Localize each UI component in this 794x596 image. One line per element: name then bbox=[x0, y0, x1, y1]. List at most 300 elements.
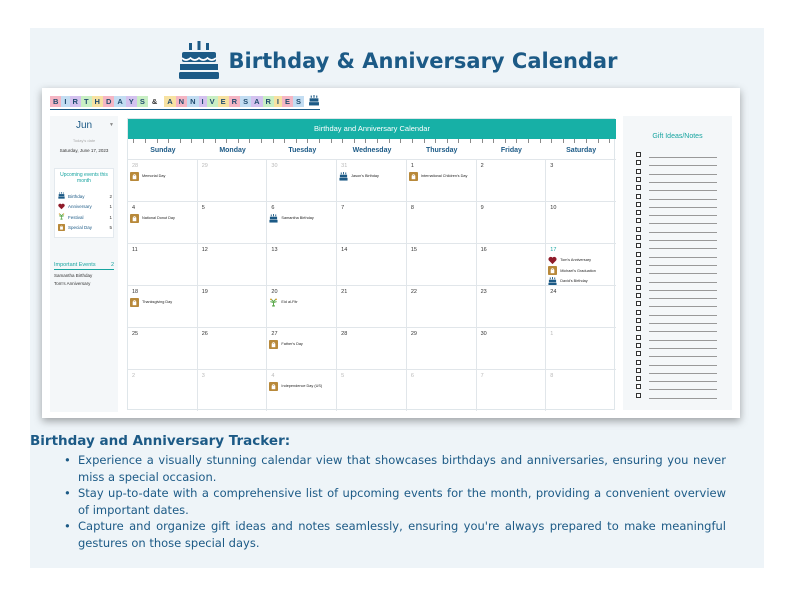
gift-note-line[interactable] bbox=[649, 282, 717, 283]
binder-ring bbox=[215, 139, 216, 143]
event-label: Jason's Birthday bbox=[351, 174, 379, 178]
day-number: 24 bbox=[550, 289, 557, 295]
gift-note-row[interactable] bbox=[636, 359, 718, 367]
day-cell[interactable] bbox=[198, 201, 268, 243]
event-label: Independence Day (US) bbox=[281, 384, 323, 388]
day-number: 7 bbox=[480, 373, 484, 379]
upcoming-label: Festival bbox=[68, 214, 84, 220]
day-cell[interactable] bbox=[407, 327, 477, 369]
upcoming-label: Anniversary bbox=[68, 204, 92, 209]
gift-note-line[interactable] bbox=[649, 273, 717, 274]
gift-note-row[interactable] bbox=[636, 217, 718, 225]
weekday-header: Wednesday bbox=[352, 147, 392, 154]
gift-note-line[interactable] bbox=[649, 348, 717, 349]
calendar-event[interactable] bbox=[269, 213, 313, 223]
gift-checkbox[interactable] bbox=[636, 343, 641, 348]
gift-checkbox[interactable] bbox=[636, 393, 641, 398]
day-number: 28 bbox=[132, 163, 139, 169]
feature-bullet: • Stay up-to-date with a comprehensive list of upcoming events for the month, providing a convenient overview of important dates. bbox=[64, 485, 726, 518]
binder-ring bbox=[493, 139, 494, 143]
heart-icon bbox=[58, 203, 65, 211]
upcoming-count: 1 bbox=[109, 214, 112, 220]
weekday-header: Monday bbox=[219, 147, 246, 154]
day-cell[interactable] bbox=[546, 327, 616, 369]
day-cell[interactable] bbox=[407, 285, 477, 327]
day-number: 31 bbox=[341, 163, 348, 169]
heart-icon bbox=[548, 256, 557, 265]
calendar-event[interactable] bbox=[339, 171, 379, 181]
upcoming-count: 2 bbox=[109, 193, 112, 199]
gift-note-row[interactable] bbox=[636, 309, 718, 317]
gift-note-line[interactable] bbox=[649, 389, 717, 390]
day-number: 14 bbox=[341, 247, 348, 253]
day-number: 2 bbox=[480, 163, 484, 169]
gift-note-line[interactable] bbox=[649, 356, 717, 357]
day-number: 12 bbox=[201, 247, 208, 253]
gift-checkbox[interactable] bbox=[636, 326, 641, 331]
day-number: 3 bbox=[550, 163, 554, 169]
gift-checkbox[interactable] bbox=[636, 351, 641, 356]
gift-note-line[interactable] bbox=[649, 373, 717, 374]
day-cell[interactable] bbox=[267, 285, 337, 327]
cake-icon bbox=[339, 172, 348, 181]
binder-ring bbox=[296, 139, 297, 143]
gift-note-row[interactable] bbox=[636, 201, 718, 209]
binder-ring bbox=[586, 139, 587, 143]
day-number: 25 bbox=[132, 331, 139, 337]
day-cell[interactable] bbox=[267, 201, 337, 243]
gift-note-row[interactable] bbox=[636, 375, 718, 383]
day-cell[interactable] bbox=[477, 327, 547, 369]
gift-icon bbox=[269, 340, 278, 349]
binder-ring bbox=[157, 139, 158, 143]
gift-checkbox[interactable] bbox=[636, 360, 641, 365]
today-label: Today's date bbox=[72, 138, 96, 143]
gift-checkbox[interactable] bbox=[636, 177, 641, 182]
spreadsheet-preview bbox=[42, 88, 740, 418]
gift-checkbox[interactable] bbox=[636, 185, 641, 190]
gift-note-line[interactable] bbox=[649, 240, 717, 241]
day-cell[interactable] bbox=[337, 243, 407, 285]
gift-checkbox[interactable] bbox=[636, 160, 641, 165]
binder-ring bbox=[540, 139, 541, 143]
gift-icon bbox=[548, 266, 557, 275]
day-cell[interactable] bbox=[477, 201, 547, 243]
day-cell[interactable] bbox=[337, 159, 407, 201]
upcoming-events-panel bbox=[54, 168, 114, 238]
gift-note-row[interactable] bbox=[636, 209, 718, 217]
day-number: 29 bbox=[201, 163, 208, 169]
upcoming-label: Special Day bbox=[68, 225, 93, 230]
gift-checkbox[interactable] bbox=[636, 376, 641, 381]
day-cell[interactable] bbox=[128, 159, 198, 201]
gift-note-row[interactable] bbox=[636, 292, 718, 300]
gift-checkbox[interactable] bbox=[636, 202, 641, 207]
day-number: 5 bbox=[341, 373, 345, 379]
upcoming-item-birthday bbox=[58, 191, 112, 201]
binder-ring bbox=[598, 139, 599, 143]
gift-note-row[interactable] bbox=[636, 226, 718, 234]
gift-icon bbox=[409, 172, 418, 181]
gift-checkbox[interactable] bbox=[636, 243, 641, 248]
day-cell[interactable] bbox=[546, 369, 616, 411]
upcoming-title: Upcoming events this month bbox=[60, 172, 108, 184]
gift-note-line[interactable] bbox=[649, 157, 717, 158]
day-cell[interactable] bbox=[337, 369, 407, 411]
gift-note-row[interactable] bbox=[636, 159, 718, 167]
gift-note-line[interactable] bbox=[649, 207, 717, 208]
day-number: 21 bbox=[341, 289, 348, 295]
festival-icon bbox=[269, 298, 278, 307]
day-number: 8 bbox=[550, 373, 554, 379]
gift-checkbox[interactable] bbox=[636, 210, 641, 215]
important-event[interactable]: Tom's Anniversary bbox=[54, 281, 91, 286]
gift-icon bbox=[269, 382, 278, 391]
day-number: 28 bbox=[341, 331, 348, 337]
important-title: Important Events bbox=[54, 262, 96, 268]
gift-note-row[interactable] bbox=[636, 193, 718, 201]
gift-checkbox[interactable] bbox=[636, 277, 641, 282]
cake-icon bbox=[308, 95, 320, 108]
calendar-event[interactable] bbox=[269, 297, 297, 307]
hero-title: Birthday & Anniversary Calendar bbox=[228, 49, 618, 73]
binder-ring bbox=[516, 139, 517, 143]
gift-ideas-panel bbox=[623, 116, 732, 410]
gift-note-row[interactable] bbox=[636, 176, 718, 184]
gift-checkbox[interactable] bbox=[636, 194, 641, 199]
gift-note-row[interactable] bbox=[636, 317, 718, 325]
day-cell[interactable] bbox=[337, 327, 407, 369]
day-cell[interactable] bbox=[198, 285, 268, 327]
day-cell[interactable] bbox=[407, 369, 477, 411]
gift-note-line[interactable] bbox=[649, 182, 717, 183]
gift-note-line[interactable] bbox=[649, 165, 717, 166]
gift-note-row[interactable] bbox=[636, 325, 718, 333]
binder-ring bbox=[574, 139, 575, 143]
day-cell[interactable] bbox=[267, 159, 337, 201]
binder-ring bbox=[342, 139, 343, 143]
gift-note-row[interactable] bbox=[636, 350, 718, 358]
gift-checkbox[interactable] bbox=[636, 301, 641, 306]
day-number: 1 bbox=[410, 163, 414, 169]
weekday-header: Tuesday bbox=[288, 147, 317, 154]
day-number: 26 bbox=[201, 331, 208, 337]
day-number: 30 bbox=[480, 331, 487, 337]
gift-icon bbox=[130, 172, 139, 181]
day-number: 29 bbox=[410, 331, 417, 337]
binder-ring bbox=[284, 139, 285, 143]
calendar-event[interactable] bbox=[130, 297, 172, 307]
gift-note-line[interactable] bbox=[649, 248, 717, 249]
calendar-event[interactable] bbox=[130, 213, 175, 223]
gift-checkbox[interactable] bbox=[636, 152, 641, 157]
gift-note-line[interactable] bbox=[649, 340, 717, 341]
gift-note-row[interactable] bbox=[636, 342, 718, 350]
day-cell[interactable] bbox=[267, 369, 337, 411]
gift-note-row[interactable] bbox=[636, 284, 718, 292]
binder-ring bbox=[412, 139, 413, 143]
gift-note-row[interactable] bbox=[636, 242, 718, 250]
upcoming-item-festival bbox=[58, 212, 112, 222]
day-number: 10 bbox=[550, 205, 557, 211]
event-label: Memorial Day bbox=[142, 174, 166, 178]
gift-note-row[interactable] bbox=[636, 251, 718, 259]
brand-word: B I R T H D A Y S bbox=[50, 97, 148, 106]
binder-ring bbox=[482, 139, 483, 143]
upcoming-label: Birthday bbox=[68, 193, 85, 199]
festival-icon bbox=[58, 213, 65, 221]
gift-checkbox[interactable] bbox=[636, 169, 641, 174]
day-cell[interactable] bbox=[128, 243, 198, 285]
gift-note-line[interactable] bbox=[649, 257, 717, 258]
binder-ring bbox=[273, 139, 274, 143]
day-cell[interactable] bbox=[337, 285, 407, 327]
upcoming-item-anniversary bbox=[58, 202, 112, 212]
day-number: 9 bbox=[480, 205, 484, 211]
binder-ring bbox=[609, 139, 610, 143]
day-number: 19 bbox=[201, 289, 208, 295]
gift-icon bbox=[130, 214, 139, 223]
day-cell[interactable] bbox=[128, 369, 198, 411]
gift-note-line[interactable] bbox=[649, 315, 717, 316]
calendar-event[interactable] bbox=[130, 171, 165, 181]
gift-note-row[interactable] bbox=[636, 383, 718, 391]
gift-icon bbox=[58, 224, 65, 232]
binder-ring bbox=[447, 139, 448, 143]
calendar-event[interactable] bbox=[409, 171, 468, 181]
gift-note-row[interactable] bbox=[636, 392, 718, 400]
gift-note-line[interactable] bbox=[649, 215, 717, 216]
gift-icon bbox=[130, 298, 139, 307]
gift-note-row[interactable] bbox=[636, 367, 718, 375]
binder-ring bbox=[377, 139, 378, 143]
binder-ring bbox=[249, 139, 250, 143]
day-number: 23 bbox=[480, 289, 487, 295]
weekday-header: Friday bbox=[500, 147, 522, 154]
chevron-down-icon[interactable]: ▼ bbox=[109, 122, 114, 128]
gift-note-row[interactable] bbox=[636, 267, 718, 275]
binder-ring bbox=[226, 139, 227, 143]
gift-note-row[interactable] bbox=[636, 151, 718, 159]
gift-note-line[interactable] bbox=[649, 298, 717, 299]
day-cell[interactable] bbox=[407, 159, 477, 201]
gift-note-line[interactable] bbox=[649, 232, 717, 233]
tracker-title: Birthday and Anniversary Tracker: bbox=[30, 433, 291, 449]
day-number: 4 bbox=[132, 205, 136, 211]
gift-checkbox[interactable] bbox=[636, 293, 641, 298]
event-label: Tom's Anniversary bbox=[560, 258, 591, 262]
gift-checkbox[interactable] bbox=[636, 335, 641, 340]
binder-ring bbox=[435, 139, 436, 143]
binder-ring bbox=[400, 139, 401, 143]
gift-checkbox[interactable] bbox=[636, 218, 641, 223]
binder-ring bbox=[307, 139, 308, 143]
gifts-title: Gift Ideas/Notes bbox=[652, 133, 703, 140]
brand-word: A N N I V E R S A R I E S bbox=[164, 97, 304, 106]
gift-checkbox[interactable] bbox=[636, 285, 641, 290]
month-selector[interactable]: Jun bbox=[75, 120, 93, 131]
weekday-header: Thursday bbox=[425, 147, 458, 154]
gift-note-line[interactable] bbox=[649, 190, 717, 191]
upcoming-item-special-day bbox=[58, 223, 112, 233]
binder-ring bbox=[424, 139, 425, 143]
binder-ring bbox=[168, 139, 169, 143]
day-cell[interactable] bbox=[546, 285, 616, 327]
gift-note-line[interactable] bbox=[649, 398, 717, 399]
event-label: National Donut Day bbox=[142, 216, 175, 220]
day-number: 4 bbox=[271, 373, 275, 379]
day-cell[interactable] bbox=[128, 285, 198, 327]
day-cell[interactable] bbox=[477, 159, 547, 201]
calendar-event[interactable] bbox=[269, 339, 302, 349]
day-cell[interactable] bbox=[128, 327, 198, 369]
gift-note-line[interactable] bbox=[649, 323, 717, 324]
event-label: Father's Day bbox=[281, 342, 303, 346]
weekday-header: Saturday bbox=[566, 147, 597, 154]
day-number: 16 bbox=[480, 247, 487, 253]
gift-note-row[interactable] bbox=[636, 234, 718, 242]
cake-icon bbox=[58, 192, 65, 200]
feature-bullets bbox=[64, 452, 726, 551]
gift-note-line[interactable] bbox=[649, 265, 717, 266]
gift-note-line[interactable] bbox=[649, 331, 717, 332]
gift-note-row[interactable] bbox=[636, 334, 718, 342]
event-label: Michael's Graduation bbox=[560, 268, 596, 273]
gift-checkbox[interactable] bbox=[636, 310, 641, 315]
gift-checkbox[interactable] bbox=[636, 368, 641, 373]
day-cell[interactable] bbox=[128, 201, 198, 243]
binder-ring bbox=[458, 139, 459, 143]
day-cell[interactable] bbox=[407, 243, 477, 285]
binder-ring bbox=[180, 139, 181, 143]
day-number: 15 bbox=[410, 247, 417, 253]
binder-ring bbox=[319, 139, 320, 143]
gift-note-line[interactable] bbox=[649, 306, 717, 307]
day-cell[interactable] bbox=[198, 243, 268, 285]
gift-note-line[interactable] bbox=[649, 365, 717, 366]
day-cell[interactable] bbox=[477, 285, 547, 327]
gift-checkbox[interactable] bbox=[636, 252, 641, 257]
event-label: International Children's Day bbox=[420, 174, 468, 178]
cake-icon bbox=[269, 214, 278, 223]
binder-ring bbox=[354, 139, 355, 143]
gift-note-row[interactable] bbox=[636, 276, 718, 284]
day-cell[interactable] bbox=[477, 243, 547, 285]
calendar-event[interactable] bbox=[548, 266, 596, 276]
hero-header bbox=[30, 40, 764, 82]
day-number: 13 bbox=[271, 247, 278, 253]
binder-ring bbox=[563, 139, 564, 143]
gift-checkbox[interactable] bbox=[636, 384, 641, 389]
gift-note-line[interactable] bbox=[649, 223, 717, 224]
day-number: 22 bbox=[410, 289, 417, 295]
day-cell[interactable] bbox=[546, 243, 616, 285]
sidebar bbox=[50, 116, 118, 412]
binder-ring bbox=[203, 139, 204, 143]
important-header bbox=[54, 262, 114, 270]
day-number: 30 bbox=[271, 163, 278, 169]
day-cell[interactable] bbox=[198, 159, 268, 201]
feature-bullet: • Experience a visually stunning calendar view that showcases birthdays and anniversaries, ensuring you never miss a special occasion. bbox=[64, 452, 726, 485]
calendar-grid bbox=[127, 118, 615, 410]
day-cell[interactable] bbox=[267, 327, 337, 369]
binder-ring bbox=[331, 139, 332, 143]
day-cell[interactable] bbox=[337, 201, 407, 243]
day-number: 5 bbox=[201, 205, 205, 211]
day-number: 6 bbox=[410, 373, 414, 379]
gift-checkbox[interactable] bbox=[636, 227, 641, 232]
calendar-title: Birthday and Anniversary Calendar bbox=[128, 119, 616, 139]
gift-checkbox[interactable] bbox=[636, 268, 641, 273]
gift-note-row[interactable] bbox=[636, 168, 718, 176]
binder-ring bbox=[365, 139, 366, 143]
weekday-header: Sunday bbox=[150, 147, 176, 154]
important-event[interactable]: Samantha Birthday bbox=[54, 273, 93, 278]
day-number: 8 bbox=[410, 205, 414, 211]
day-number: 1 bbox=[550, 331, 554, 337]
upcoming-count: 1 bbox=[109, 204, 112, 209]
gift-checkbox[interactable] bbox=[636, 318, 641, 323]
calendar-event[interactable] bbox=[269, 381, 322, 391]
day-cell[interactable] bbox=[198, 327, 268, 369]
day-number: 3 bbox=[201, 373, 205, 379]
day-number: 6 bbox=[271, 205, 275, 211]
gift-checkbox[interactable] bbox=[636, 260, 641, 265]
calendar-event[interactable] bbox=[548, 255, 591, 265]
binder-ring bbox=[551, 139, 552, 143]
binder-ring bbox=[145, 139, 146, 143]
event-label: Thanksgiving Day bbox=[142, 300, 173, 304]
important-count: 2 bbox=[110, 262, 114, 268]
important-events-panel bbox=[54, 262, 114, 302]
binder-ring bbox=[133, 139, 134, 143]
binder-ring bbox=[470, 139, 471, 143]
event-label: Samantha Birthday bbox=[281, 216, 314, 220]
gift-checkbox[interactable] bbox=[636, 235, 641, 240]
day-number: 27 bbox=[271, 331, 278, 337]
gift-note-line[interactable] bbox=[649, 290, 717, 291]
gift-note-line[interactable] bbox=[649, 174, 717, 175]
binder-rings bbox=[128, 139, 616, 143]
day-number: 11 bbox=[132, 247, 138, 253]
gift-note-row[interactable] bbox=[636, 259, 718, 267]
day-number: 2 bbox=[132, 373, 136, 379]
gift-note-row[interactable] bbox=[636, 300, 718, 308]
day-cell[interactable] bbox=[546, 201, 616, 243]
binder-ring bbox=[389, 139, 390, 143]
gift-note-line[interactable] bbox=[649, 381, 717, 382]
binder-ring bbox=[238, 139, 239, 143]
day-cell[interactable] bbox=[477, 369, 547, 411]
day-cell[interactable] bbox=[546, 159, 616, 201]
gift-note-line[interactable] bbox=[649, 199, 717, 200]
day-number: 18 bbox=[132, 289, 139, 295]
event-label: Eid al-Fitr bbox=[281, 300, 298, 304]
binder-ring bbox=[261, 139, 262, 143]
day-number: 20 bbox=[271, 289, 278, 295]
day-cell[interactable] bbox=[267, 243, 337, 285]
event-label: David's Birthday bbox=[560, 279, 588, 283]
upcoming-count: 5 bbox=[109, 225, 112, 230]
birthday-cake-icon bbox=[177, 41, 221, 81]
brand-banner bbox=[50, 94, 320, 110]
day-number: 17 bbox=[550, 247, 557, 253]
day-cell[interactable] bbox=[198, 369, 268, 411]
gift-note-row[interactable] bbox=[636, 184, 718, 192]
day-cell[interactable] bbox=[407, 201, 477, 243]
brand-ampersand: & bbox=[151, 96, 161, 106]
day-number: 7 bbox=[341, 205, 345, 211]
